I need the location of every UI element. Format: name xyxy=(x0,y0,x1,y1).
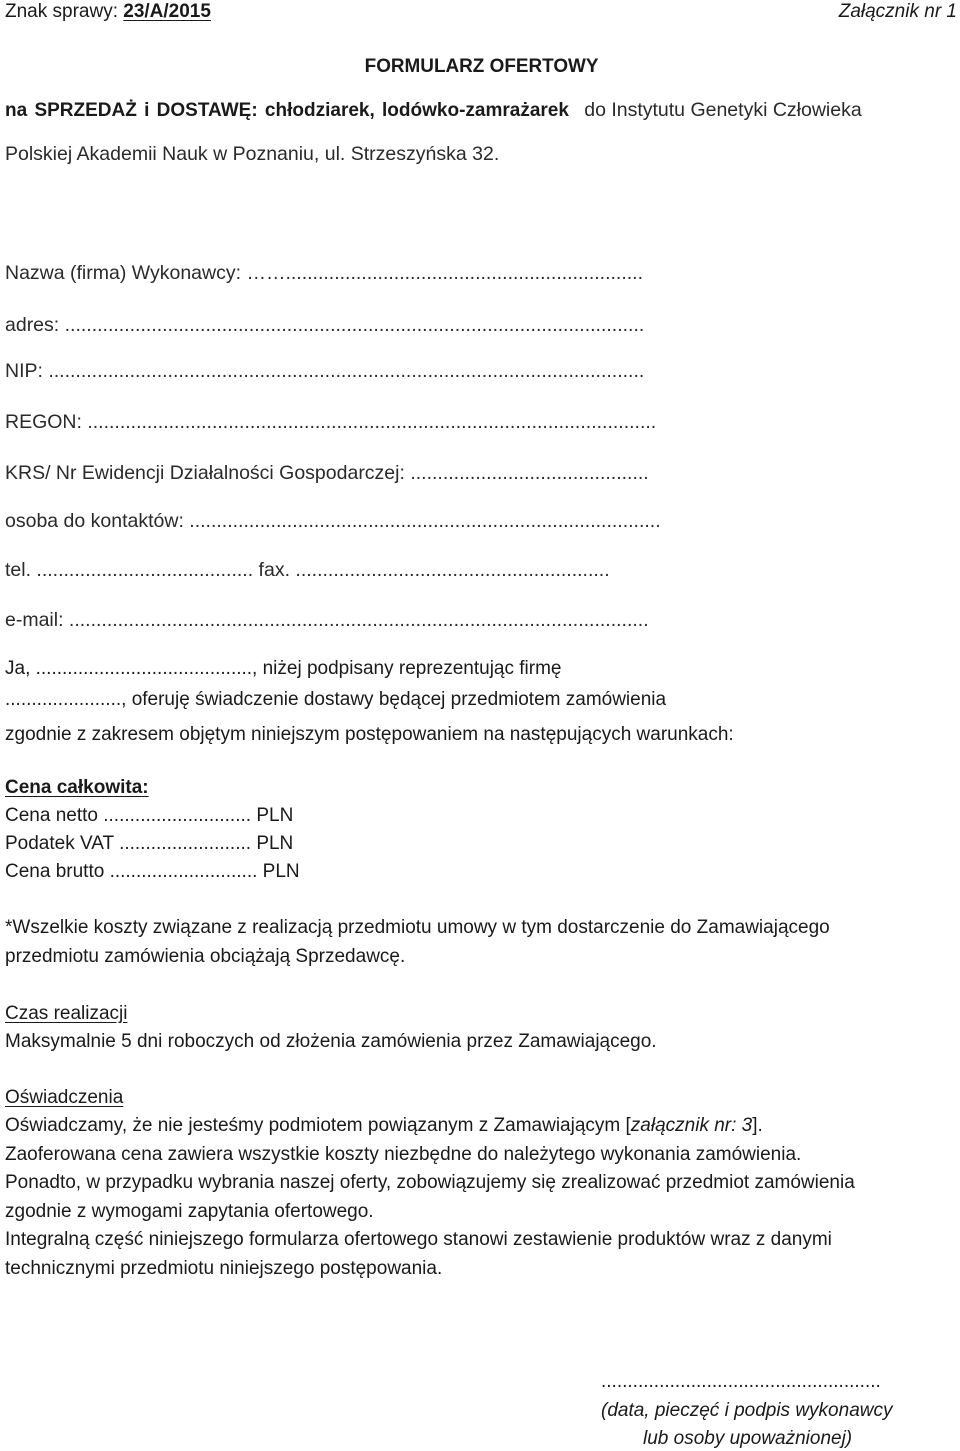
statement-line-6: technicznymi przedmiotu niniejszego postępowania. xyxy=(5,1258,443,1279)
costs-note-line-2: przedmiotu zamówienia obciążają Sprzedawcę. xyxy=(5,946,406,967)
field-regon[interactable]: REGON: ......................................................................................................... xyxy=(5,411,657,433)
field-nip[interactable]: NIP: .............................................................................................................. xyxy=(5,360,645,382)
field-tel-fax[interactable]: tel. ........................................ fax. .......................................................... xyxy=(5,559,610,581)
subtitle-line-2: Polskiej Akademii Nauk w Poznaniu, ul. Strzeszyńska 32. xyxy=(5,143,500,165)
subtitle-bold: na SPRZEDAŻ i DOSTAWĘ: chłodziarek, lodówko-zamrażarek xyxy=(5,100,569,121)
case-label: Znak sprawy: xyxy=(5,1,124,22)
field-contact-person[interactable]: osoba do kontaktów: ....................................................................................... xyxy=(5,510,661,532)
subtitle-rest: do Instytutu Genetyki Człowieka xyxy=(584,99,862,121)
statement-1-end: ]. xyxy=(752,1115,763,1136)
declaration-line-2: ......................, oferuję świadczenie dostawy będącej przedmiotem zamówienia xyxy=(5,689,667,710)
statement-line-2: Zaoferowana cena zawiera wszystkie koszty niezbędne do należytego wykonania zamówienia. xyxy=(5,1144,802,1165)
signature-caption-2: lub osoby upoważnionej) xyxy=(643,1428,853,1449)
price-vat: Podatek VAT ......................... PLN xyxy=(5,833,294,854)
realization-heading: Czas realizacji xyxy=(5,1003,128,1024)
signature-line[interactable]: ..................................................... xyxy=(601,1371,881,1392)
attachment-reference: załącznik nr: 3 xyxy=(630,1115,753,1136)
case-number: 23/A/2015 xyxy=(123,1,211,22)
attachment-label: Załącznik nr 1 xyxy=(838,1,957,22)
declaration-line-1: Ja, ........................................., niżej podpisany reprezentując firmę xyxy=(5,658,562,679)
field-company-name[interactable]: Nazwa (firma) Wykonawcy: …….................................................................. xyxy=(5,262,644,284)
statement-line-5: Integralną część niniejszego formularza ofertowego stanowi zestawienie produktów wraz z danymi xyxy=(5,1229,832,1250)
price-net: Cena netto ............................ PLN xyxy=(5,805,294,826)
statement-line-4: zgodnie z wymogami zapytania ofertowego. xyxy=(5,1201,374,1222)
form-title: FORMULARZ OFERTOWY xyxy=(364,56,599,77)
field-krs[interactable]: KRS/ Nr Ewidencji Działalności Gospodarczej: ............................................ xyxy=(5,462,649,484)
field-address[interactable]: adres: ........................................................................................................... xyxy=(5,314,645,336)
price-gross: Cena brutto ............................ PLN xyxy=(5,861,300,882)
subtitle-line-1 xyxy=(5,98,862,123)
statements-heading: Oświadczenia xyxy=(5,1087,124,1108)
case-number-line xyxy=(5,0,211,24)
price-heading: Cena całkowita: xyxy=(5,777,149,798)
realization-text: Maksymalnie 5 dni roboczych od złożenia zamówienia przez Zamawiającego. xyxy=(5,1031,657,1052)
statement-line-3: Ponadto, w przypadku wybrania naszej oferty, zobowiązujemy się zrealizować przedmiot zamówienia xyxy=(5,1172,855,1193)
statement-line-1 xyxy=(5,1114,763,1138)
signature-caption-1: (data, pieczęć i podpis wykonawcy xyxy=(601,1400,893,1421)
declaration-line-3: zgodnie z zakresem objętym niniejszym postępowaniem na następujących warunkach: xyxy=(5,724,734,745)
costs-note-line-1: *Wszelkie koszty związane z realizacją przedmiotu umowy w tym dostarczenie do Zamawiającego xyxy=(5,917,830,938)
statement-1-text: Oświadczamy, że nie jesteśmy podmiotem powiązanym z Zamawiającym [ xyxy=(5,1115,631,1136)
field-email[interactable]: e-mail: ........................................................................................................... xyxy=(5,609,649,631)
